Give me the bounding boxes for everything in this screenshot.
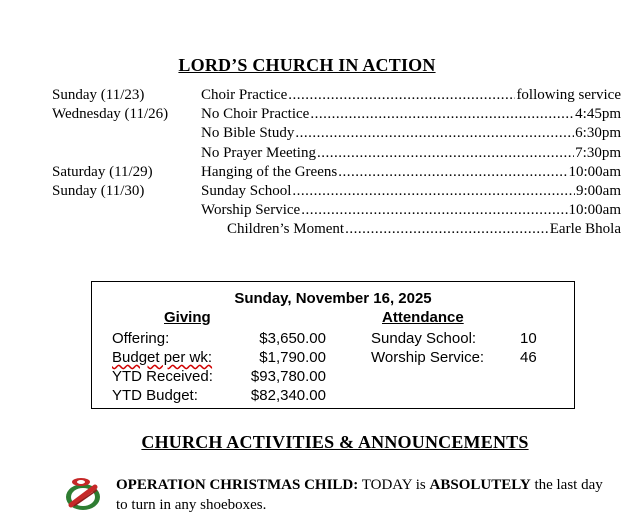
schedule-activity: Choir Practice: [201, 87, 288, 103]
schedule-activity: Hanging of the Greens: [201, 164, 338, 180]
announcement-text: the last day to turn in any shoeboxes.: [116, 477, 603, 513]
dot-leader: [310, 106, 574, 123]
announcement-heading: OPERATION CHRISTMAS CHILD:: [116, 477, 359, 493]
attendance-label: Sunday School:: [371, 330, 477, 347]
giving-value: $82,340.00: [250, 387, 326, 404]
page-title: LORD’S CHURCH IN ACTION: [178, 55, 436, 75]
giving-label: YTD Budget:: [112, 387, 198, 404]
dot-leader: [317, 145, 574, 162]
schedule-row: [0, 145, 642, 164]
attendance-label: Worship Service:: [371, 349, 485, 366]
schedule-activity: Worship Service: [201, 202, 301, 218]
announcement-emphasis: ABSOLUTELY: [429, 477, 531, 493]
section-title: CHURCH ACTIVITIES & ANNOUNCEMENTS: [141, 432, 529, 452]
schedule-time: 4:45pm: [575, 106, 621, 122]
schedule-time: 7:30pm: [575, 145, 621, 161]
shoebox-logo-icon: [62, 475, 104, 513]
schedule-time: 10:00am: [568, 164, 621, 180]
announcement-text: TODAY is: [358, 477, 430, 493]
schedule-activity: Children’s Moment: [227, 221, 345, 237]
schedule-day: Saturday (11/29): [52, 164, 153, 180]
attendance-heading: Attendance: [382, 309, 464, 326]
dot-leader: [301, 202, 567, 219]
schedule-row: [0, 87, 642, 106]
schedule-time: 6:30pm: [575, 125, 621, 141]
schedule-entry: [201, 183, 621, 200]
schedule-time: following service: [516, 87, 621, 103]
dot-leader: [288, 87, 515, 104]
schedule-activity: Sunday School: [201, 183, 292, 199]
dot-leader: [295, 125, 574, 142]
giving-heading: Giving: [164, 309, 211, 326]
dot-leader: [338, 164, 567, 181]
schedule-day: Wednesday (11/26): [52, 106, 169, 122]
schedule-entry: [201, 106, 621, 123]
schedule-entry: [227, 221, 621, 238]
giving-value: $1,790.00: [259, 349, 326, 366]
dot-leader: [345, 221, 549, 238]
schedule-entry: [201, 202, 621, 219]
giving-label: Offering:: [112, 330, 170, 347]
schedule-time: 10:00am: [568, 202, 621, 218]
schedule-entry: [201, 164, 621, 181]
schedule-entry: [201, 87, 621, 104]
schedule-activity: No Choir Practice: [201, 106, 310, 122]
schedule-row: [0, 221, 642, 240]
dot-leader: [292, 183, 575, 200]
schedule-day: Sunday (11/23): [52, 87, 145, 103]
giving-date: Sunday, November 16, 2025: [234, 290, 432, 307]
schedule-row: [0, 183, 642, 202]
attendance-value: 10: [520, 330, 537, 347]
giving-summary-box: [91, 281, 575, 409]
announcement-paragraph: [116, 475, 616, 515]
schedule-time: Earle Bhola: [549, 221, 621, 237]
schedule-time: 9:00am: [576, 183, 621, 199]
schedule-activity: No Prayer Meeting: [201, 145, 316, 161]
giving-label: Budget per wk:: [112, 349, 213, 366]
giving-label: YTD Received:: [112, 368, 213, 385]
schedule-row: [0, 202, 642, 221]
attendance-value: 46: [520, 349, 537, 366]
schedule-row: [0, 164, 642, 183]
giving-value: $93,780.00: [250, 368, 326, 385]
schedule-entry: [201, 145, 621, 162]
schedule-day: Sunday (11/30): [52, 183, 145, 199]
schedule-row: [0, 106, 642, 125]
schedule-entry: [201, 125, 621, 142]
giving-value: $3,650.00: [259, 330, 326, 347]
schedule-activity: No Bible Study: [201, 125, 295, 141]
schedule-row: [0, 125, 642, 144]
